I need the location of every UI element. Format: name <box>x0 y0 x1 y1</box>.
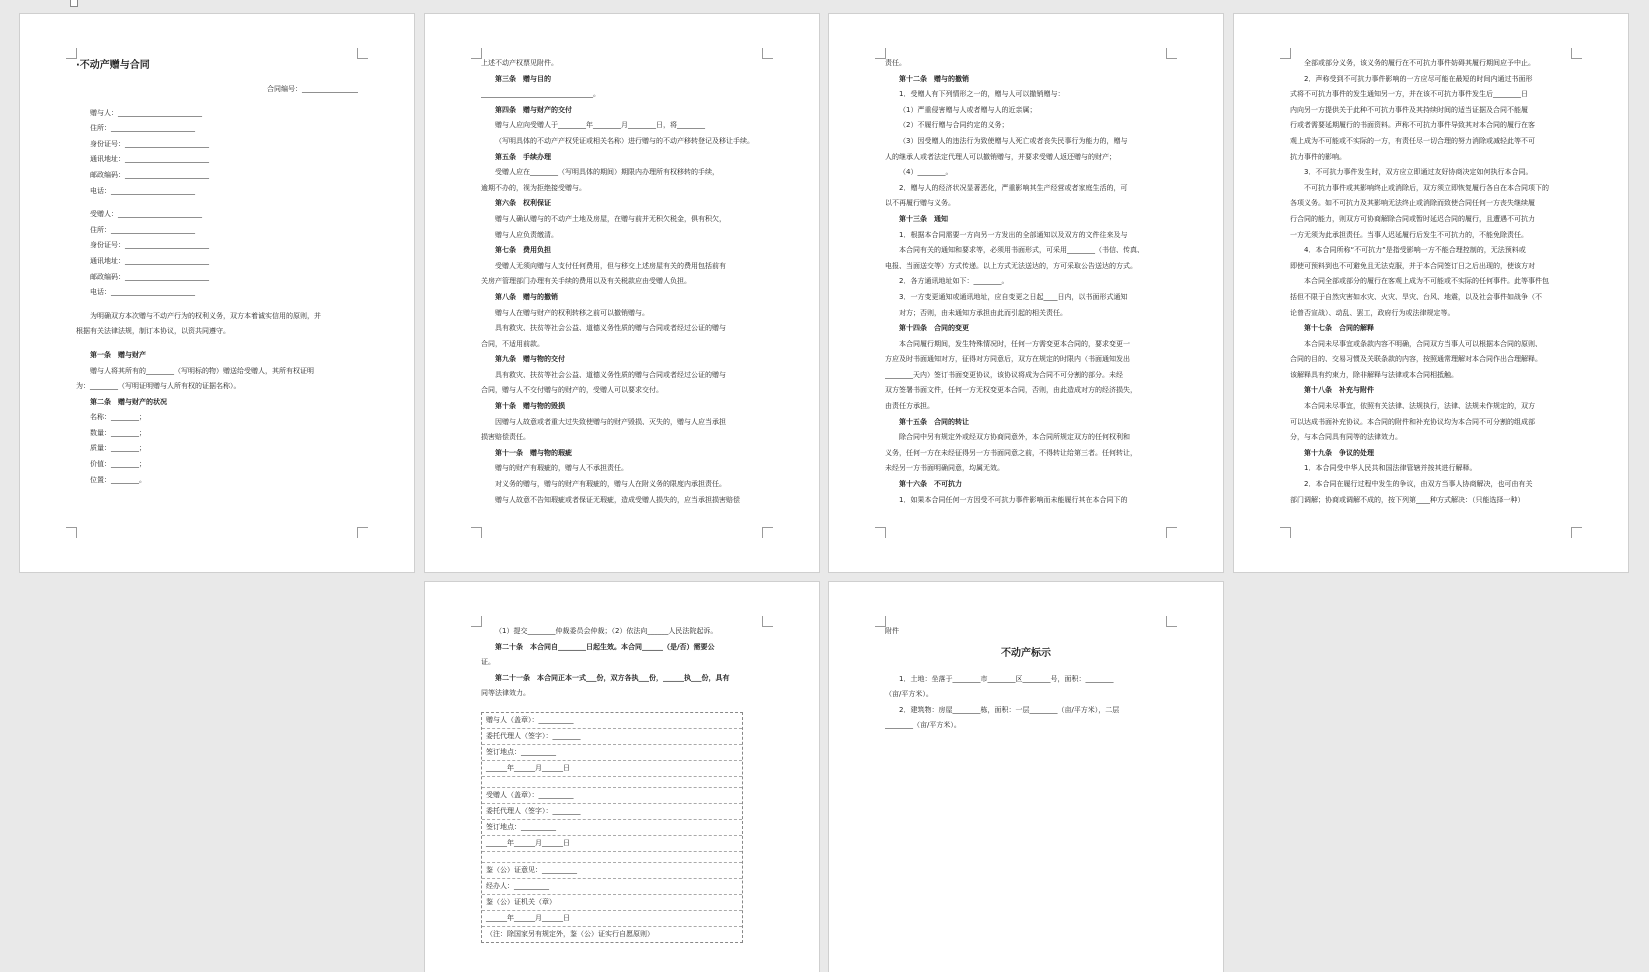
paragraph: 因赠与人故意或者重大过失致使赠与的财产毁损、灭失的，赠与人应当承担 <box>495 417 726 426</box>
paragraph: 式将不可抗力事件的发生通知另一方，并在该不可抗力事件发生后________日 <box>1290 90 1528 99</box>
paragraph: 具有救灾、扶贫等社会公益、道德义务性质的赠与合同或者经过公证的赠与 <box>495 324 726 333</box>
paragraph: 2．声称受到不可抗力事件影响的一方应尽可能在最短的时间内通过书面形 <box>1304 74 1533 83</box>
signature-row: 鉴（公）证意见：__________ <box>482 863 742 879</box>
paragraph: （4）________。 <box>899 168 953 177</box>
paragraph: 赠与人将其所有的________（写明标的物）赠送给受赠人，其所有权证明 <box>90 366 314 375</box>
paragraph: 1．根据本合同需要一方向另一方发出的全部通知以及双方的文件往来及与 <box>899 230 1128 239</box>
paragraph: ________天内）签订书面变更协议，该协议将成为合同不可分割的部分。未经 <box>885 370 1123 379</box>
donee-info <box>76 207 358 301</box>
document-page-3 <box>829 14 1223 572</box>
paragraph: （亩/平方米）。 <box>885 690 933 699</box>
paragraph: 赠与人应向受赠人于________年________月________日，将________ <box>495 121 705 130</box>
article-heading: 第十二条 赠与的撤销 <box>899 74 969 83</box>
paragraph: 赠与人故意不告知瑕疵或者保证无瑕疵，造成受赠人损失的，应当承担损害赔偿 <box>495 495 740 504</box>
article-heading: 第十七条 合同的解释 <box>1304 324 1374 333</box>
paragraph: 不可抗力事件或其影响终止或消除后，双方须立即恢复履行各自在本合同项下的 <box>1304 183 1549 192</box>
article-heading: 第十九条 争议的处理 <box>1304 448 1374 457</box>
margin-corner <box>1571 527 1582 538</box>
paragraph: 本合同全部或部分的履行在客观上成为不可能或不实际的任何事件。此等事件包 <box>1304 277 1549 286</box>
article-heading: 第十五条 合同的转让 <box>899 417 969 426</box>
paragraph: （1）严重侵害赠与人或者赠与人的近亲属； <box>899 105 1037 114</box>
donee-field: 受赠人：________________________ <box>90 210 202 219</box>
paragraph: 2．赠与人的经济状况显著恶化，严重影响其生产经营或者家庭生活的，可 <box>899 183 1128 192</box>
paragraph: （2）不履行赠与合同约定的义务； <box>899 121 1009 130</box>
paragraph: 可以达成书面补充协议。本合同的附件和补充协议均为本合同不可分割的组成部 <box>1290 417 1535 426</box>
signature-row: 委托代理人（签字）：________ <box>482 729 742 745</box>
signature-row: 受赠人（盖章）：__________ <box>482 788 742 804</box>
clauses <box>481 624 763 702</box>
article-heading: 第二十一条 本合同正本一式___份，双方各执___份，______执___份，具有 <box>495 673 730 682</box>
donor-info <box>76 106 358 200</box>
contract-number: 合同编号：________________ <box>267 85 358 93</box>
paragraph: 受赠人应在________（写明具体的期间）期限内办理所有权移转的手续， <box>495 168 719 177</box>
paragraph: 抗力事件的影响。 <box>1290 152 1346 161</box>
asset-field: 名称：________； <box>90 413 146 422</box>
margin-corner <box>762 527 773 538</box>
document-page-1 <box>20 14 414 572</box>
margin-corner <box>1280 527 1291 538</box>
paragraph: 本合同有关的通知和要求等，必须用书面形式，可采用________（书信、传真、 <box>899 246 1144 255</box>
paragraph: 根据有关法律法规，制订本协议，以资共同遵守。 <box>76 327 230 336</box>
paragraph: 2．本合同在履行过程中发生的争议，由双方当事人协商解决，也可由有关 <box>1304 480 1533 489</box>
paragraph: 部门调解；协商或调解不成的，按下列第____种方式解决：（只能选择一种） <box>1290 495 1525 504</box>
paragraph: （3）因受赠人的违法行为致使赠与人死亡或者丧失民事行为能力的，赠与 <box>899 136 1128 145</box>
article-heading: 第四条 赠与财产的交付 <box>495 105 572 114</box>
paragraph: 方应及时书面通知对方，征得对方同意后，双方在规定的时限内（书面通知发出 <box>885 355 1130 364</box>
article-heading: 第三条 赠与目的 <box>495 74 551 83</box>
page-scroll-marker <box>70 0 78 7</box>
paragraph: 为：________（写明证明赠与人所有权的证据名称）。 <box>76 382 241 391</box>
paragraph: 具有救灾、扶贫等社会公益、道德义务性质的赠与合同或者经过公证的赠与 <box>495 370 726 379</box>
paragraph: 赠与的财产有瑕疵的，赠与人不承担责任。 <box>495 464 628 473</box>
margin-corner <box>1166 48 1177 59</box>
paragraph: 分，与本合同具有同等的法律效力。 <box>1290 433 1402 442</box>
paragraph: 全部或部分义务，该义务的履行在不可抗力事件妨碍其履行期间应予中止。 <box>1304 59 1535 67</box>
paragraph: 内向另一方提供关于此种不可抗力事件及其持续时间的适当证据及合同不能履 <box>1290 105 1528 114</box>
article-heading: 第十条 赠与物的毁损 <box>495 402 565 411</box>
paragraph: 1．土地：坐落于________市________区________号，面积：________ <box>899 674 1114 683</box>
paragraph: 由责任方承担。 <box>885 402 934 411</box>
document-title: ·不动产赠与合同 <box>76 60 150 71</box>
margin-corner <box>357 527 368 538</box>
article-heading: 第二条 赠与财产的状况 <box>90 397 167 406</box>
document-page-2 <box>425 14 819 572</box>
paragraph: 未经另一方书面明确同意，均属无效。 <box>885 464 1004 473</box>
margin-corner <box>357 48 368 59</box>
signature-row: ______年______月______日 <box>482 836 742 852</box>
signature-row <box>482 777 742 788</box>
paragraph: 2．各方通讯地址如下：________。 <box>899 277 1009 286</box>
paragraph: 行合同的能力，则双方可协商解除合同或暂时延迟合同的履行，且遭遇不可抗力 <box>1290 214 1535 223</box>
signature-row: （注：除国家另有规定外，鉴（公）证实行自愿原则） <box>486 929 654 938</box>
article-heading: 第九条 赠与物的交付 <box>495 355 565 364</box>
paragraph: 证。 <box>481 658 495 667</box>
article-heading: 第一条 赠与财产 <box>90 350 146 359</box>
paragraph: 1．如果本合同任何一方因受不可抗力事件影响而未能履行其在本合同下的 <box>899 495 1128 504</box>
margin-corner <box>1571 48 1582 59</box>
paragraph: 赠与人应负责缴清。 <box>495 230 558 239</box>
asset-field: 价值：________； <box>90 460 146 469</box>
donee-field: 身份证号：________________________ <box>90 241 209 250</box>
page-content[interactable] <box>481 624 763 943</box>
margin-corner <box>762 48 773 59</box>
paragraph: 上述不动产权票见附件。 <box>481 59 558 67</box>
signature-row: 签订地点：__________ <box>482 745 742 761</box>
paragraph: （写明具体的不动产产权凭证或相关名称）进行赠与的不动产移转登记及移让手续。 <box>495 136 754 145</box>
signature-row: 赠与人（盖章）：__________ <box>482 713 742 729</box>
margin-corner <box>762 616 773 627</box>
donor-field: 住所：________________________ <box>90 124 195 133</box>
paragraph: ________（亩/平方米）。 <box>885 721 961 730</box>
paragraph: 除合同中另有规定外或经双方协商同意外，本合同所规定双方的任何权利和 <box>899 433 1130 442</box>
document-page-6 <box>829 582 1223 972</box>
paragraph: 该解释具有约束力，除非解释与法律或本合同相抵触。 <box>1290 370 1458 379</box>
paragraph: 以不再履行赠与义务。 <box>885 199 955 208</box>
paragraph: 本合同履行期间，发生特殊情况时，任何一方需变更本合同的，要求变更一 <box>899 339 1130 348</box>
article-heading: 第十四条 合同的变更 <box>899 324 969 333</box>
page-content[interactable] <box>481 56 763 508</box>
donor-field: 赠与人：________________________ <box>90 108 202 117</box>
paragraph: 观上成为不可能或不实际的一方，有责任尽一切合理的努力消除或减轻此等不可 <box>1290 136 1535 145</box>
paragraph: 行或者需要延期履行的书面资料。声称不可抗力事件导致其对本合同的履行在客 <box>1290 121 1535 130</box>
paragraph: 双方签署书面文件，任何一方无权变更本合同，否则，由此造成对方的经济损失， <box>885 386 1137 395</box>
paragraph: 受赠人无须向赠与人支付任何费用，但与移交上述房屋有关的费用包括前有 <box>495 261 726 270</box>
paragraph: 人的继承人或者法定代理人可以撤销赠与，并要求受赠人返还赠与的财产； <box>885 152 1116 161</box>
donee-field: 通讯地址：________________________ <box>90 256 209 265</box>
property-description <box>885 672 1167 734</box>
margin-corner <box>471 527 482 538</box>
paragraph: 1．受赠人有下列情形之一的，赠与人可以撤销赠与： <box>899 90 1065 99</box>
paragraph: 合同的目的、交易习惯及关联条款的内容，按照通常理解对本合同作出合理解释。 <box>1290 355 1542 364</box>
paragraph: 关房产管理部门办理有关手续的费用以及有关税款应由受赠人负担。 <box>481 277 691 286</box>
paragraph: 1．本合同受中华人民共和国法律管辖并按其进行解释。 <box>1304 464 1477 473</box>
paragraph: 电报、当面送交等）方式传递。以上方式无法送达的，方可采取公告送达的方式。 <box>885 261 1137 270</box>
attachment-label: 附件 <box>885 627 899 635</box>
signature-row: 鉴（公）证机关（章） <box>482 895 742 911</box>
article-heading: 第八条 赠与的撤销 <box>495 292 558 301</box>
donee-field: 住所：________________________ <box>90 225 195 234</box>
asset-status-list <box>76 410 358 488</box>
donee-field: 电话：________________________ <box>90 288 195 297</box>
donor-field: 邮政编码：________________________ <box>90 170 209 179</box>
signature-row <box>482 852 742 863</box>
paragraph: 4．本合同所称“不可抗力”是指受影响一方不能合理控制的，无法预料或 <box>1304 246 1526 255</box>
paragraph: 论曾否宣战）、动乱、罢工，政府行为或法律规定等。 <box>1290 308 1455 317</box>
paragraph: 各项义务。如不可抗力及其影响无法终止或消除而致使合同任何一方丧失继续履 <box>1290 199 1535 208</box>
article-heading: 第六条 权利保证 <box>495 199 551 208</box>
page-content[interactable] <box>885 624 1167 734</box>
donee-field: 邮政编码：________________________ <box>90 272 209 281</box>
margin-corner <box>875 527 886 538</box>
article-heading: 第十三条 通知 <box>899 214 948 223</box>
page-content[interactable] <box>885 56 1167 508</box>
article-heading: 第十六条 不可抗力 <box>899 480 962 489</box>
paragraph: 损害赔偿责任。 <box>481 433 530 442</box>
donor-field: 电话：________________________ <box>90 186 195 195</box>
paragraph: 本合同未尽事宜或条款内容不明确，合同双方当事人可以根据本合同的原则、 <box>1304 339 1542 348</box>
paragraph: 括但不限于自然灾害如水灾、火灾、旱灾、台风、地震，以及社会事件如战争（不 <box>1290 292 1542 301</box>
paragraph: 赠与人在赠与财产的权利转移之前可以撤销赠与。 <box>495 308 649 317</box>
paragraph: 本合同未尽事宜，依照有关法律、法规执行，法律、法规未作规定的，双方 <box>1304 402 1535 411</box>
signature-table <box>481 712 743 943</box>
paragraph: 合同，不适用前款。 <box>481 339 544 348</box>
signature-row: 委托代理人（签字）：________ <box>482 804 742 820</box>
attachment-title: 不动产标示 <box>1001 647 1051 659</box>
paragraph: 3．一方变更通知或通讯地址，应自变更之日起____日内，以书面形式通知 <box>899 292 1128 301</box>
paragraph: 为明确双方本次赠与不动产行为的权利义务，双方本着诚实信用的原则，并 <box>90 311 321 320</box>
paragraph: 同等法律效力。 <box>481 689 530 698</box>
signature-row: ______年______月______日 <box>482 911 742 927</box>
paragraph: 义务，任何一方在未经征得另一方书面同意之前，不得转让给第三者。任何转让， <box>885 448 1137 457</box>
signature-row: ______年______月______日 <box>482 761 742 777</box>
margin-corner <box>1166 527 1177 538</box>
paragraph: 对义务的赠与，赠与的财产有瑕疵的，赠与人在附义务的限度内承担责任。 <box>495 480 726 489</box>
article-heading: 第十一条 赠与物的瑕疵 <box>495 448 572 457</box>
page-content[interactable] <box>76 56 358 488</box>
paragraph: 合同，赠与人不交付赠与的财产的，受赠人可以要求交付。 <box>481 386 663 395</box>
article-heading: 第五条 手续办理 <box>495 152 551 161</box>
paragraph: 一方无须为此承担责任。当事人迟延履行后发生不可抗力的，不能免除责任。 <box>1290 230 1528 239</box>
paragraph: 2．建筑物：房屋________栋，面积：一层________（亩/平方米），二层 <box>899 705 1120 714</box>
paragraph: 责任。 <box>885 59 906 67</box>
paragraph: （1）提交________仲裁委员会仲裁；（2）依法向______人民法院起诉。 <box>495 627 718 635</box>
donor-field: 身份证号：________________________ <box>90 139 209 148</box>
article-heading: 第二十条 本合同自________日起生效。本合同______（是/否）需要公 <box>495 642 715 651</box>
page-content[interactable] <box>1290 56 1572 508</box>
paragraph: 即使可预料到也不可避免且无法克服，并于本合同签订日之后出现的，使该方对 <box>1290 261 1535 270</box>
margin-corner <box>66 527 77 538</box>
article-heading: 第十八条 补充与附件 <box>1304 386 1374 395</box>
paragraph: 3．不可抗力事件发生时，双方应立即通过友好协商决定如何执行本合同。 <box>1304 168 1533 177</box>
asset-field: 位置：________。 <box>90 475 146 484</box>
margin-corner <box>1166 616 1177 627</box>
document-page-5 <box>425 582 819 972</box>
signature-row: 签订地点：__________ <box>482 820 742 836</box>
document-page-4 <box>1234 14 1628 572</box>
asset-field: 质量：________； <box>90 444 146 453</box>
signature-row: 经办人：__________ <box>482 879 742 895</box>
paragraph: 逾期不办的，视为拒绝接受赠与。 <box>481 183 586 192</box>
paragraph: 对方；否则，由未通知方承担由此而引起的相关责任。 <box>899 308 1067 317</box>
paragraph: 赠与人确认赠与的不动产土地及房屋，在赠与前并无积欠税金，俱有积欠， <box>495 214 726 223</box>
paragraph: ________________________________。 <box>481 90 600 99</box>
donor-field: 通讯地址：________________________ <box>90 155 209 164</box>
article-heading: 第七条 费用负担 <box>495 246 551 255</box>
asset-field: 数量：________； <box>90 428 146 437</box>
